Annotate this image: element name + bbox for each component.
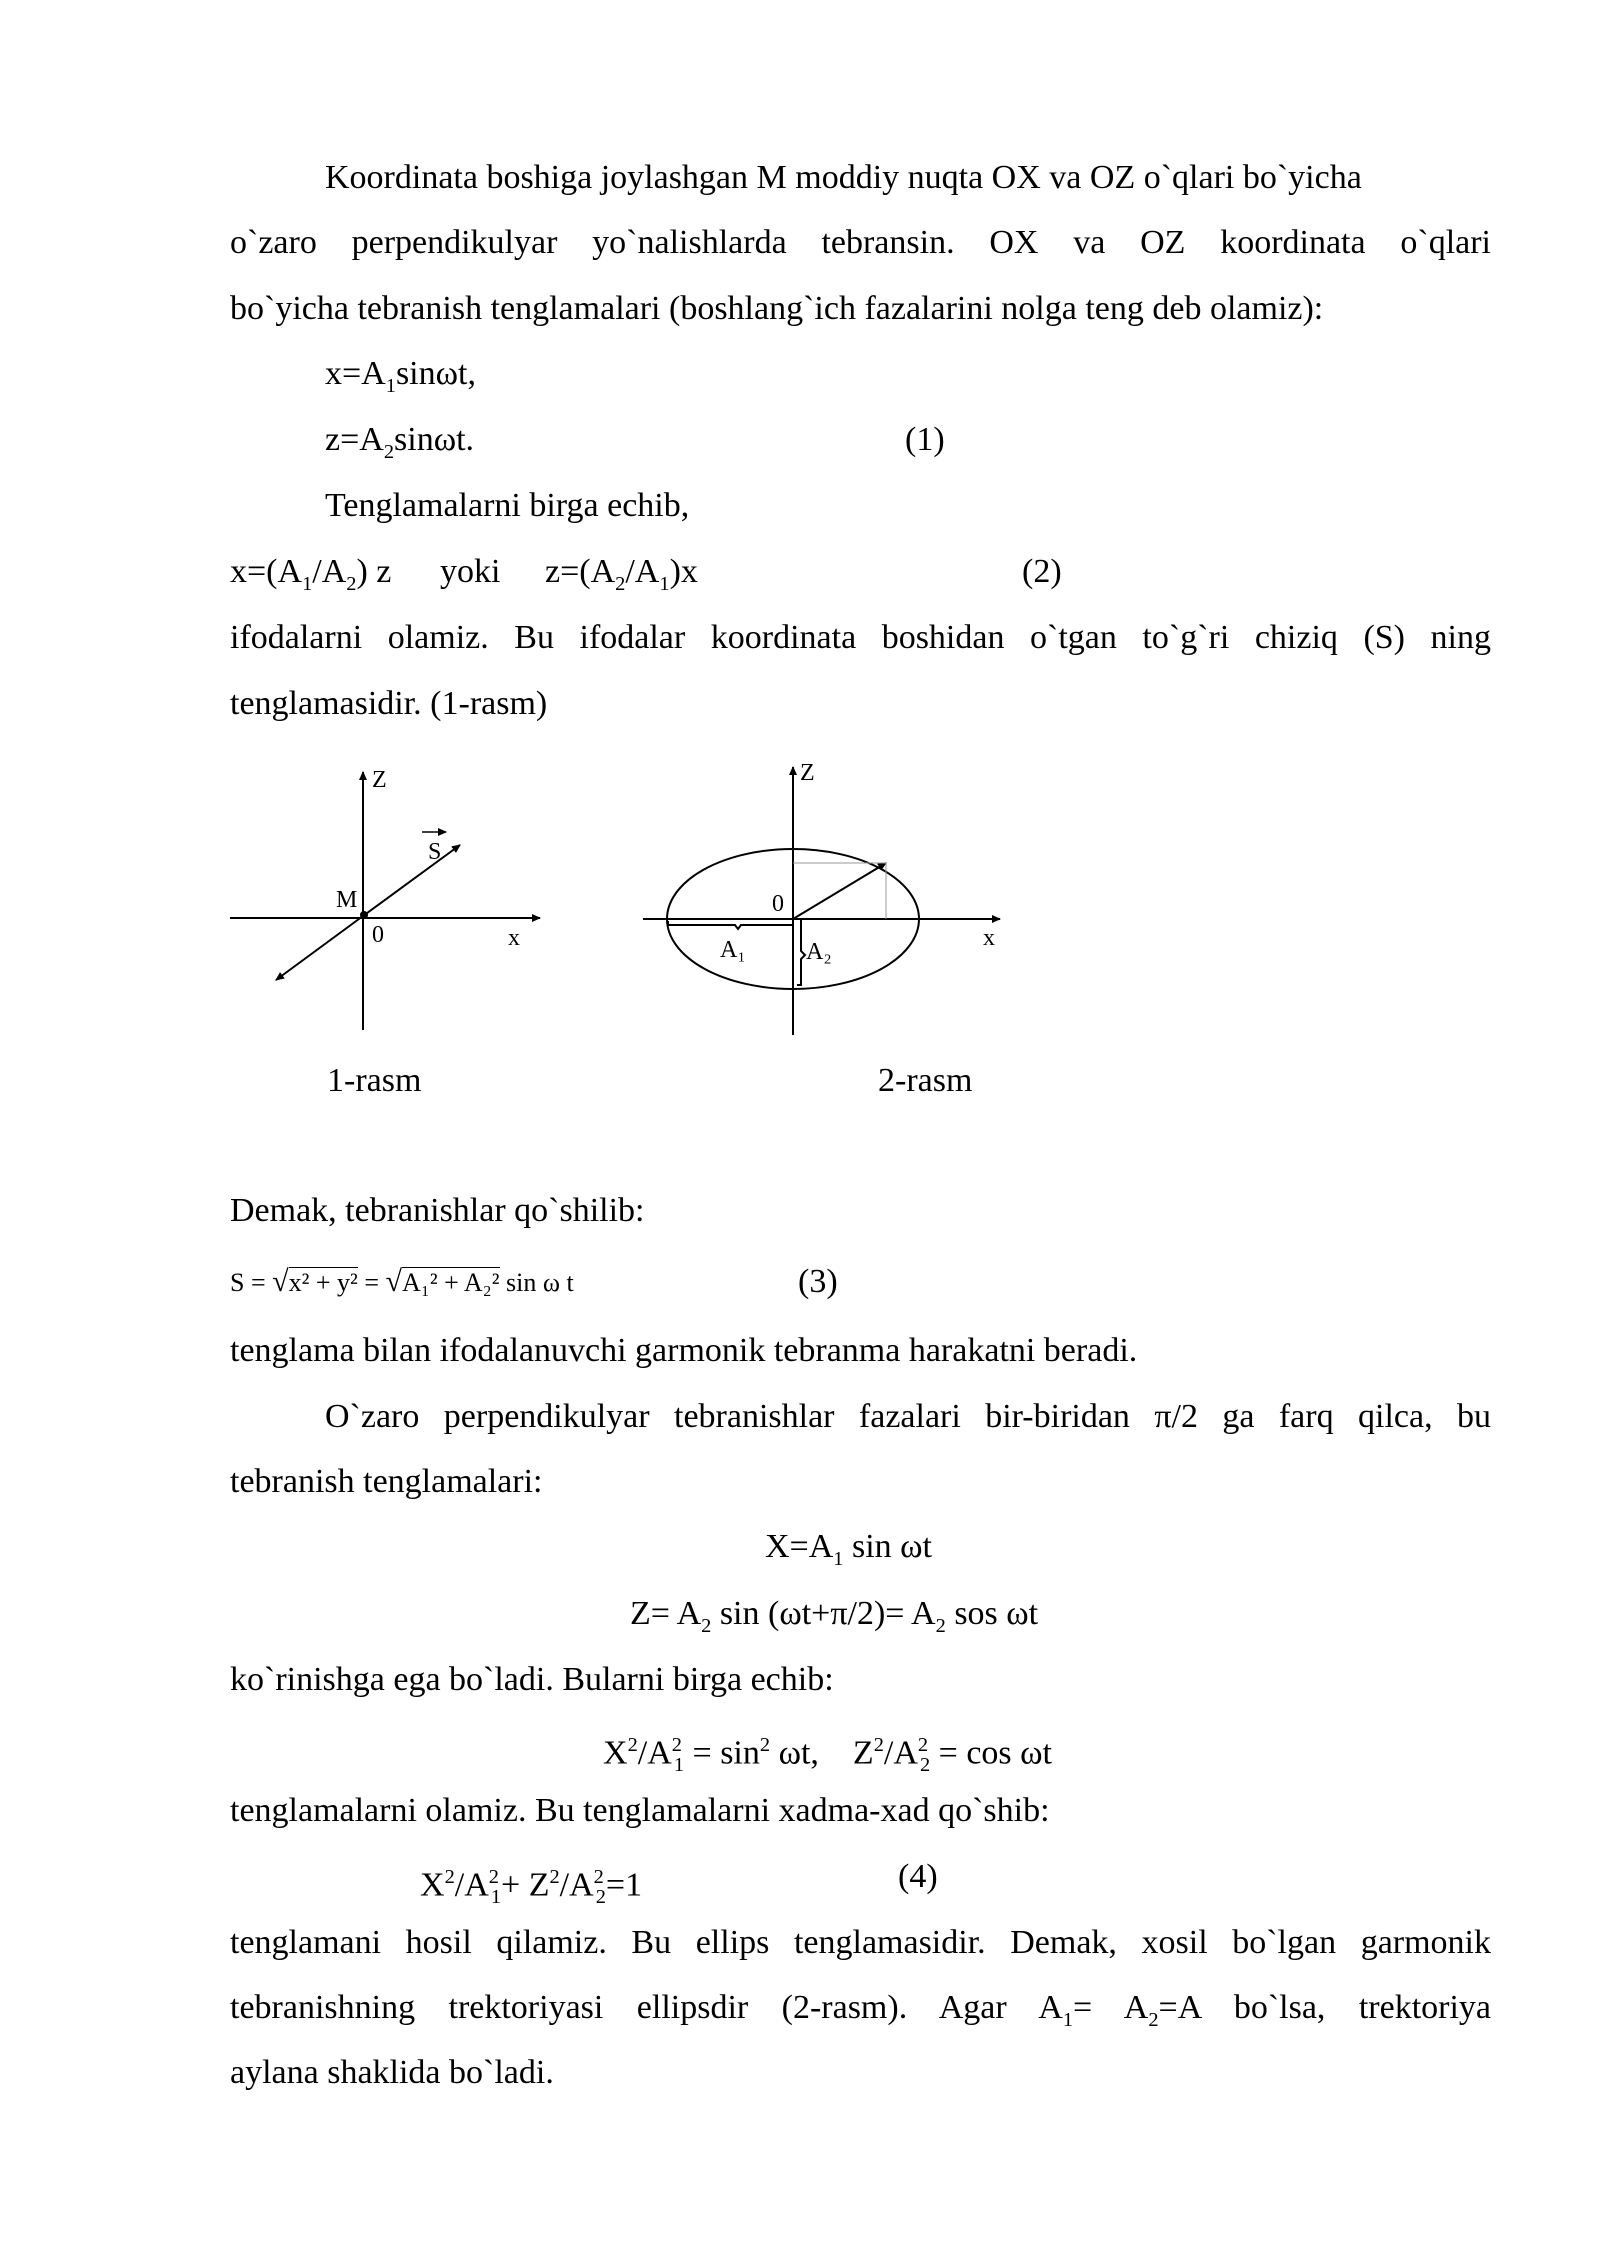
fig2-a2-label: A₂ xyxy=(806,939,832,965)
paragraph1-line1: Koordinata boshiga joylashgan M moddiy nuqta OX va OZ o`qlari bo`yicha xyxy=(325,159,1362,196)
fig2-a1-label: A₁ xyxy=(720,937,746,963)
fig1-origin-label: 0 xyxy=(372,922,384,948)
paragraph2-line2: tenglamasidir. (1-rasm) xyxy=(230,685,548,722)
fig1-point-m xyxy=(360,911,368,919)
fig2-radius-vector xyxy=(793,863,886,919)
eq1-x: $x=A_1\sin\omega t$, xyxy=(325,355,476,397)
eq1-number: (1) xyxy=(905,421,945,458)
paragraph2-line1: ifodalarni olamiz. Bu ifodalar koordinata boshidan o`tgan to`g`ri chiziq (S) ning xyxy=(230,619,1491,656)
text-demak: Demak, tebranishlar qo`shilib: xyxy=(230,1192,645,1229)
fig2-x-label: x xyxy=(983,925,995,951)
fig1-caption: 1-rasm xyxy=(327,1062,422,1099)
fig1-s-label: S xyxy=(428,839,442,865)
eq-z-sin: $Z= A_2$ $\sin (\omega t+\pi/2)= A_2$ sos ωt xyxy=(630,1595,1039,1637)
fig1-s-line-neg xyxy=(276,916,363,980)
paragraph1-line2: o`zaro perpendikulyar yo`nalishlarda tebransin. OX va OZ koordinata o`qlari xyxy=(230,224,1491,261)
eq2-yoki: yoki xyxy=(440,553,501,590)
paragraph1-line3: bo`yicha tebranish tenglamalari (boshlang`ich fazalarini nolga teng deb olamiz): xyxy=(230,290,1324,327)
paragraph3-line1: O`zaro perpendikulyar tebranishlar fazalari bir-biridan π/2 ga farq qilca, bu xyxy=(325,1398,1491,1435)
paragraph4-line1: tenglamani hosil qilamiz. Bu ellips tenglamasidir. Demak, xosil bo`lgan garmonik xyxy=(230,1924,1491,1961)
eq4-number: (4) xyxy=(898,1858,938,1895)
eq-x-sin: $X=A_1$ sin ωt xyxy=(765,1528,933,1570)
fig1-s-line xyxy=(363,845,460,916)
paragraph4-line2: tebranishning trektoriyasi ellipsdir (2-rasm). Agar $A_1= A_2=A$ bo`lsa, trektoriya xyxy=(230,1989,1491,2031)
eq2-number: (2) xyxy=(1022,553,1062,590)
eq4-formula: $X^2/A^2_1+ Z^2/A^2_2=1$ xyxy=(420,1866,643,1909)
eq2-right: $z=(A_2/A_1)x$ xyxy=(545,553,698,595)
fig2-a2-brace xyxy=(797,919,805,985)
eq3-number: (3) xyxy=(798,1263,838,1300)
fig1-z-label: Z xyxy=(372,767,387,793)
eq-squared: $X^2/A^2_1 = \sin^2 \omega t$, $Z^2/A^2_2 = \cos \omega t$ xyxy=(603,1734,1052,1777)
eq3-formula: S = √x² + y² = √A₁² + A₂² sin ω t xyxy=(230,1265,574,1298)
fig2-z-label: Z xyxy=(800,760,815,786)
text-garmonik: tenglama bilan ifodalanuvchi garmonik tebranma harakatni beradi. xyxy=(230,1332,1138,1369)
text-xadma: tenglamalarni olamiz. Bu tenglamalarni xadma-xad qo`shib: xyxy=(230,1792,1050,1829)
paragraph4-line3: aylana shaklida bo`ladi. xyxy=(230,2054,554,2091)
fig2-origin-label: 0 xyxy=(772,891,784,917)
fig1-m-label: M xyxy=(336,887,358,913)
fig1-x-label: x xyxy=(508,925,520,951)
paragraph3-line2: tebranish tenglamalari: xyxy=(230,1463,543,1500)
text-korinish: ko`rinishga ega bo`ladi. Bularni birga echib: xyxy=(230,1661,834,1698)
text-combine: Tenglamalarni birga echib, xyxy=(325,487,690,524)
eq2-left: $x=(A_1/A_2)$ z xyxy=(230,553,392,595)
fig2-caption: 2-rasm xyxy=(878,1062,973,1099)
eq1-z: $z=A_2\sin\omega t$. xyxy=(325,421,475,463)
